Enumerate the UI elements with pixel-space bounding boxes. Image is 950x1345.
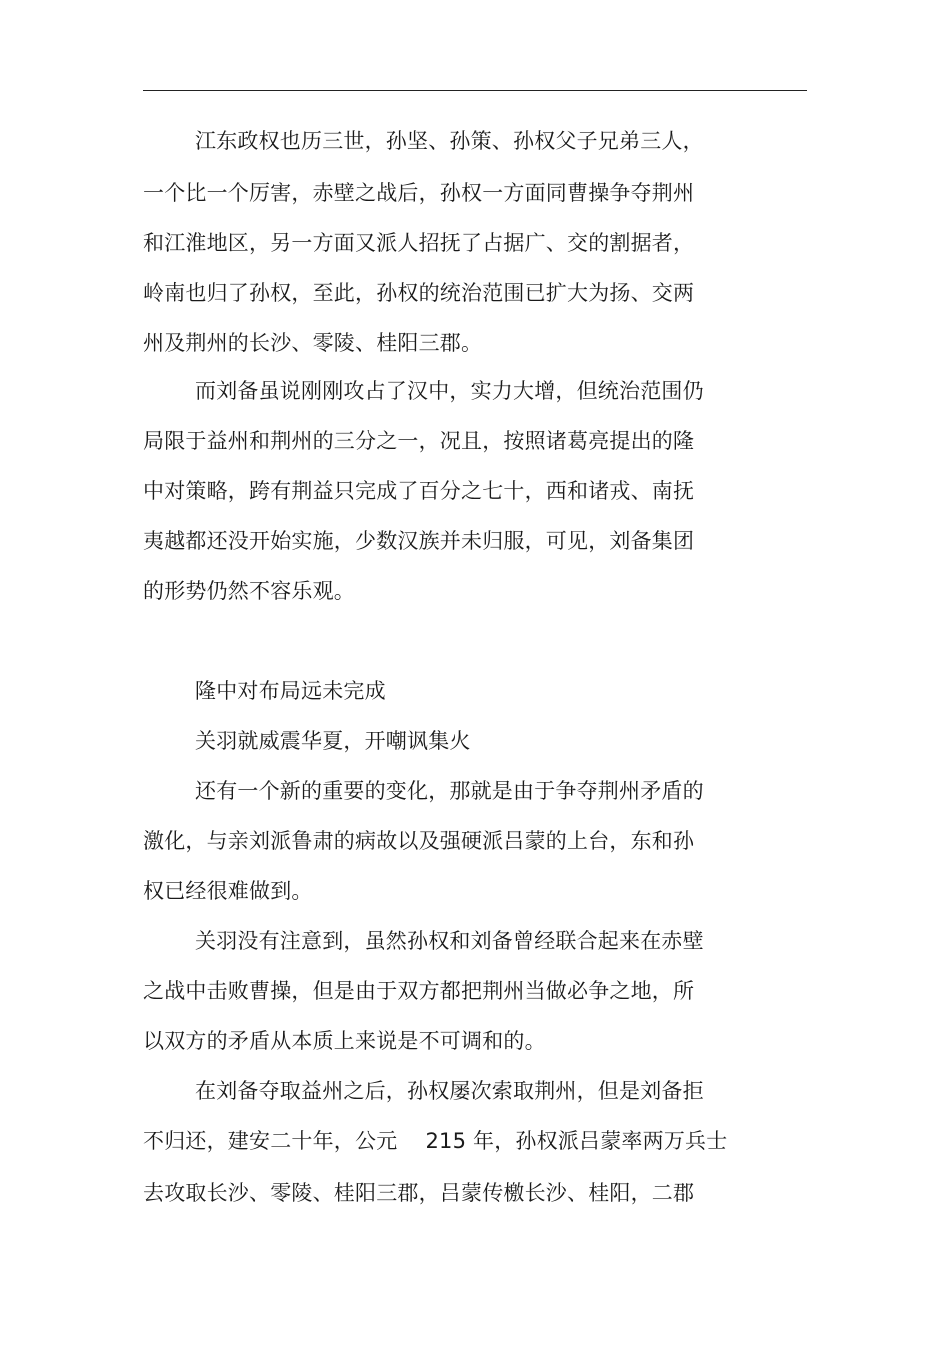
text-line: 而刘备虽说刚刚攻占了汉中，实力大增，但统治范围仍: [195, 379, 704, 403]
text-line: 在刘备夺取益州之后，孙权屡次索取荆州，但是刘备拒: [195, 1079, 704, 1103]
text-line: 和江淮地区，另一方面又派人招抚了占据广、交的割据者，: [143, 231, 695, 255]
text-line: 以双方的矛盾从本质上来说是不可调和的。: [143, 1029, 546, 1053]
text-line: 之战中击败曹操，但是由于双方都把荆州当做必争之地，所: [143, 979, 695, 1003]
text-line: 岭南也归了孙权，至此，孙权的统治范围已扩大为扬、交两: [143, 281, 695, 305]
section-heading: 关羽就威震华夏，开嘲讽集火: [195, 729, 471, 753]
text-line: 中对策略，跨有荆益只完成了百分之七十，西和诸戎、南抚: [143, 479, 695, 503]
text-line: 激化，与亲刘派鲁肃的病故以及强硬派吕蒙的上台，东和孙: [143, 829, 695, 853]
text-line: 还有一个新的重要的变化，那就是由于争夺荆州矛盾的: [195, 779, 704, 803]
text-line: 州及荆州的长沙、零陵、桂阳三郡。: [143, 331, 483, 355]
text-line: 江东政权也历三世，孙坚、孙策、孙权父子兄弟三人，: [195, 129, 704, 153]
text-line: 权已经很难做到。: [143, 879, 313, 903]
text-line: 局限于益州和荆州的三分之一，况且，按照诸葛亮提出的隆: [143, 429, 695, 453]
text-line: 去攻取长沙、零陵、桂阳三郡，吕蒙传檄长沙、桂阳，二郡: [143, 1181, 695, 1205]
header-rule: [143, 90, 807, 91]
text-line: 的形势仍然不容乐观。: [143, 579, 355, 603]
text-line: 关羽没有注意到，虽然孙权和刘备曾经联合起来在赤壁: [195, 929, 704, 953]
text-line: 不归还，建安二十年，公元 215 年，孙权派吕蒙率两万兵士: [143, 1129, 728, 1153]
text-line: 一个比一个厉害，赤壁之战后，孙权一方面同曹操争夺荆州: [143, 181, 695, 205]
section-heading: 隆中对布局远未完成: [195, 679, 386, 703]
text-line: 夷越都还没开始实施，少数汉族并未归服，可见，刘备集团: [143, 529, 695, 553]
